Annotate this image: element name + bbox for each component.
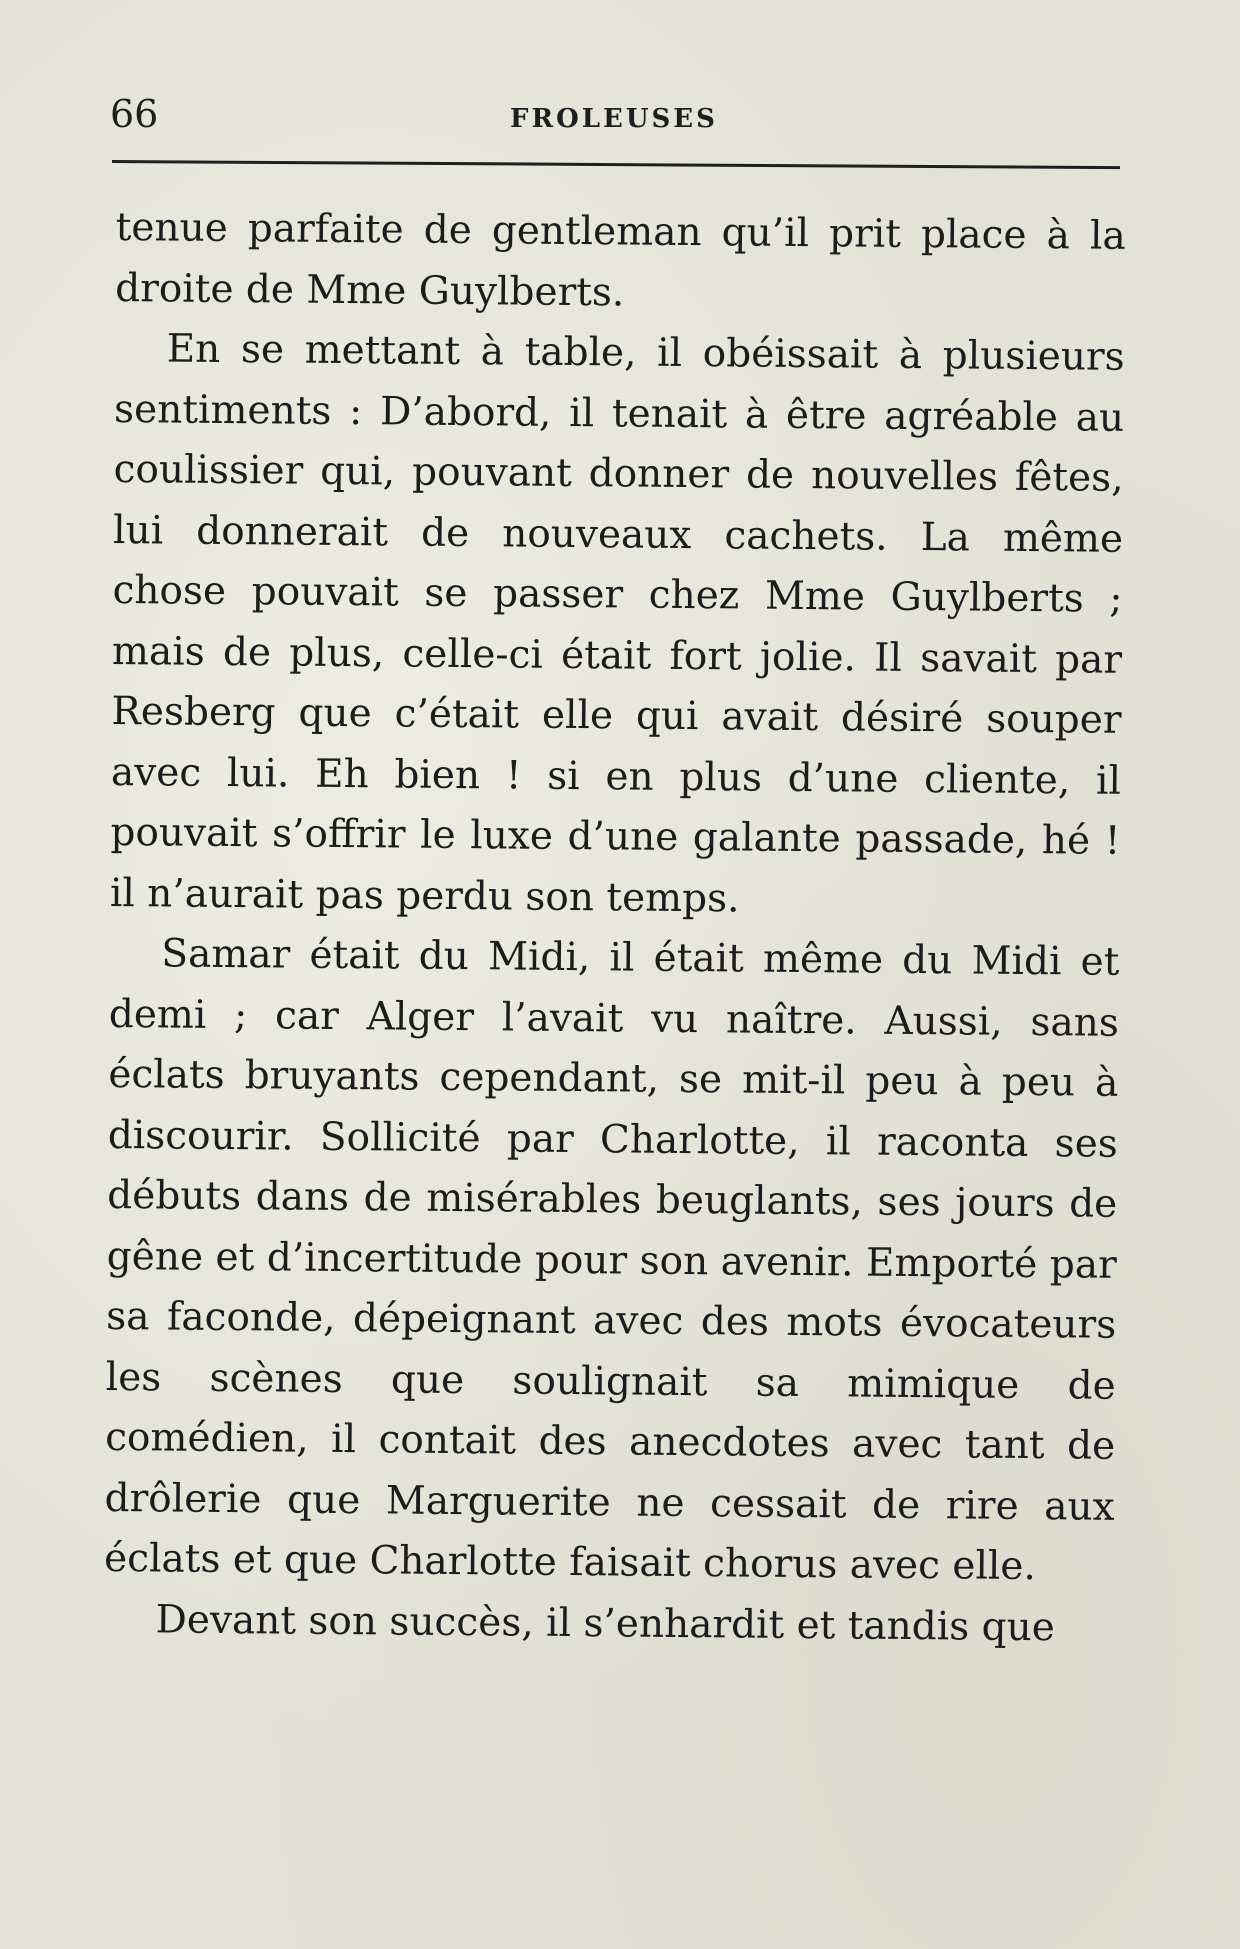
paragraph: Devant son succès, il s’enhardit et tandis que [155, 1596, 1055, 1650]
page-number: 66 [110, 92, 159, 136]
body-text [103, 198, 1126, 1659]
paragraph: En se mettant à table, il obéissait à plusieurs sentiments : D’abord, il tenait à être agréable au coulissier qui, pouvant donner de nouvelles fêtes, lui donnerait de nouveaux cachets. La même chose pouvait se passer chez Mme Guylberts ; mais de plus, celle-ci était fort jolie. Il savait par Resberg que c’était elle qui avait désiré souper avec lui. Eh bien ! si en plus d’une cliente, il pouvait s’offrir le luxe d’une galante passade, hé ! il n’aurait pas perdu son temps. [109, 326, 1125, 921]
paragraph-continued: tenue parfaite de gentleman qu’il prit place à la droite de Mme Guylberts. [115, 204, 1126, 315]
header-rule [112, 160, 1120, 169]
running-head: FROLEUSES [510, 104, 718, 134]
paragraph: Samar était du Midi, il était même du Midi et demi ; car Alger l’avait vu naître. Aussi, sans éclats bruyants cependant, se mit-il peu à peu à discourir. Sollicité par Charlotte, il raconta ses débuts dans de misérables beuglants, ses jours de gêne et d’incertitude pour son avenir. Emporté par sa faconde, dépeignant avec des mots évocateurs les scènes que soulignait sa mimique de comédien, il contait des anecdotes avec tant de drôlerie que Marguerite ne cessait de rire aux éclats et que Charlotte faisait chorus avec elle. [103, 931, 1120, 1590]
page-header [110, 92, 1120, 152]
